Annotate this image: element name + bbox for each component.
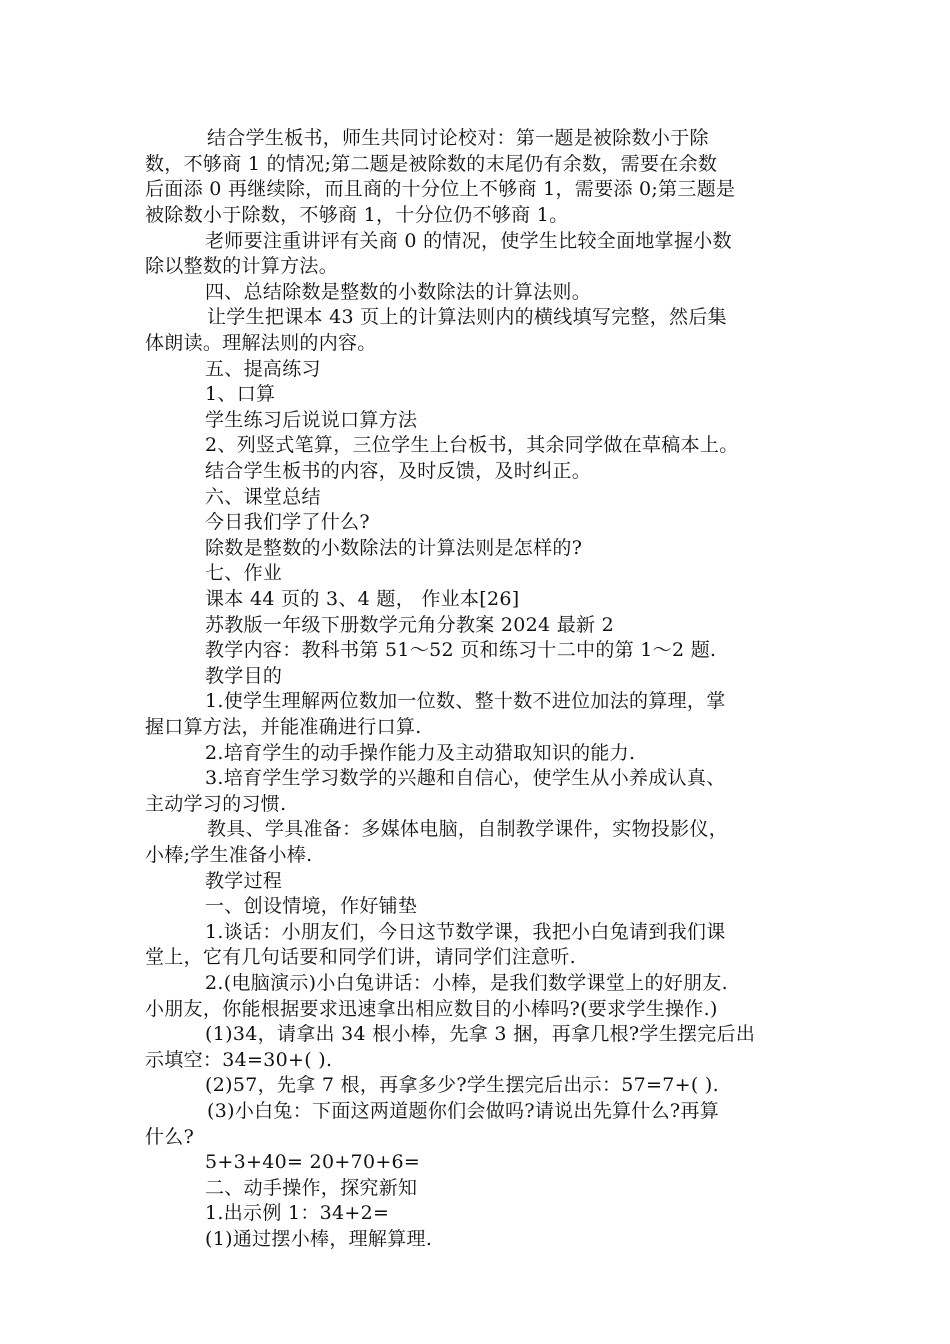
text-line: 2.培育学生的动手操作能力及主动猎取知识的能力. <box>205 742 636 764</box>
text-line: 小棒;学生准备小棒. <box>145 844 313 866</box>
text-line: 教具、学具准备：多媒体电脑，自制教学课件，实物投影仪， <box>207 818 729 840</box>
text-line: 主动学习的习惯. <box>145 793 287 815</box>
section-heading: 教学目的 <box>205 665 283 687</box>
text-line: 课本 44 页的 3、4 题， 作业本[26] <box>205 588 520 610</box>
text-line: 示填空：34=30+( ). <box>145 1049 333 1071</box>
section-heading: 教学过程 <box>205 870 283 892</box>
text-line: 今日我们学了什么? <box>205 511 370 533</box>
text-line: 1.使学生理解两位数加一位数、整十数不进位加法的算理，掌 <box>205 690 726 712</box>
text-line: 1.出示例 1：34+2= <box>205 1202 390 1224</box>
text-line: 结合学生板书，师生共同讨论校对：第一题是被除数小于除 <box>207 127 709 149</box>
text-line: 5+3+40= 20+70+6= <box>205 1151 421 1173</box>
text-line: 3.培育学生学习数学的兴趣和自信心，使学生从小养成认真、 <box>205 767 726 789</box>
text-line: 教学内容：教科书第 51～52 页和练习十二中的第 1～2 题. <box>205 639 717 661</box>
text-line: 小朋友，你能根据要求迅速拿出相应数目的小棒吗?(要求学生操作.) <box>145 998 718 1020</box>
text-line: 四、总结除数是整数的小数除法的计算法则。 <box>205 281 592 303</box>
section-heading: 五、提高练习 <box>205 358 321 380</box>
text-line: 2、列竖式笔算，三位学生上台板书，其余同学做在草稿本上。 <box>205 434 739 456</box>
text-line: 握口算方法，并能准确进行口算. <box>145 716 422 738</box>
section-heading: 一、创设情境，作好铺垫 <box>205 895 418 917</box>
section-heading: 七、作业 <box>205 562 283 584</box>
section-heading: 二、动手操作，探究新知 <box>205 1177 418 1199</box>
text-line: 被除数小于除数，不够商 1，十分位仍不够商 1。 <box>145 204 569 226</box>
text-line: (3)小白兔：下面这两道题你们会做吗?请说出先算什么?再算 <box>207 1100 719 1122</box>
document-title: 苏教版一年级下册数学元角分教案 2024 最新 2 <box>205 614 615 636</box>
text-line: 2.(电脑演示)小白兔讲话：小棒，是我们数学课堂上的好朋友. <box>205 972 728 994</box>
section-heading: 六、课堂总结 <box>205 486 321 508</box>
text-line: 结合学生板书的内容，及时反馈，及时纠正。 <box>205 460 592 482</box>
text-line: 学生练习后说说口算方法 <box>205 409 418 431</box>
text-line: 数，不够商 1 的情况;第二题是被除数的末尾仍有余数，需要在余数 <box>145 153 718 175</box>
text-line: 后面添 0 再继续除，而且商的十分位上不够商 1，需要添 0;第三题是 <box>145 178 736 200</box>
text-line: 堂上，它有几句话要和同学们讲，请同学们注意听. <box>145 946 576 968</box>
text-line: 除数是整数的小数除法的计算法则是怎样的? <box>205 537 583 559</box>
text-line: 老师要注重讲评有关商 0 的情况，使学生比较全面地掌握小数 <box>205 230 732 252</box>
text-line: (2)57，先拿 7 根，再拿多少?学生摆完后出示：57=7+( ). <box>205 1074 719 1096</box>
text-line: 1、口算 <box>205 383 276 405</box>
text-line: 除以整数的计算方法。 <box>145 255 339 277</box>
text-line: (1)34，请拿出 34 根小棒，先拿 3 捆，再拿几根?学生摆完后出 <box>205 1023 756 1045</box>
text-line: 体朗读。理解法则的内容。 <box>145 332 377 354</box>
text-line: 什么? <box>145 1126 195 1148</box>
text-line: 1.谈话：小朋友们，今日这节数学课，我把小白兔请到我们课 <box>205 921 726 943</box>
text-line: (1)通过摆小棒，理解算理. <box>205 1228 433 1250</box>
text-line: 让学生把课本 43 页上的计算法则内的横线填写完整，然后集 <box>207 306 727 328</box>
